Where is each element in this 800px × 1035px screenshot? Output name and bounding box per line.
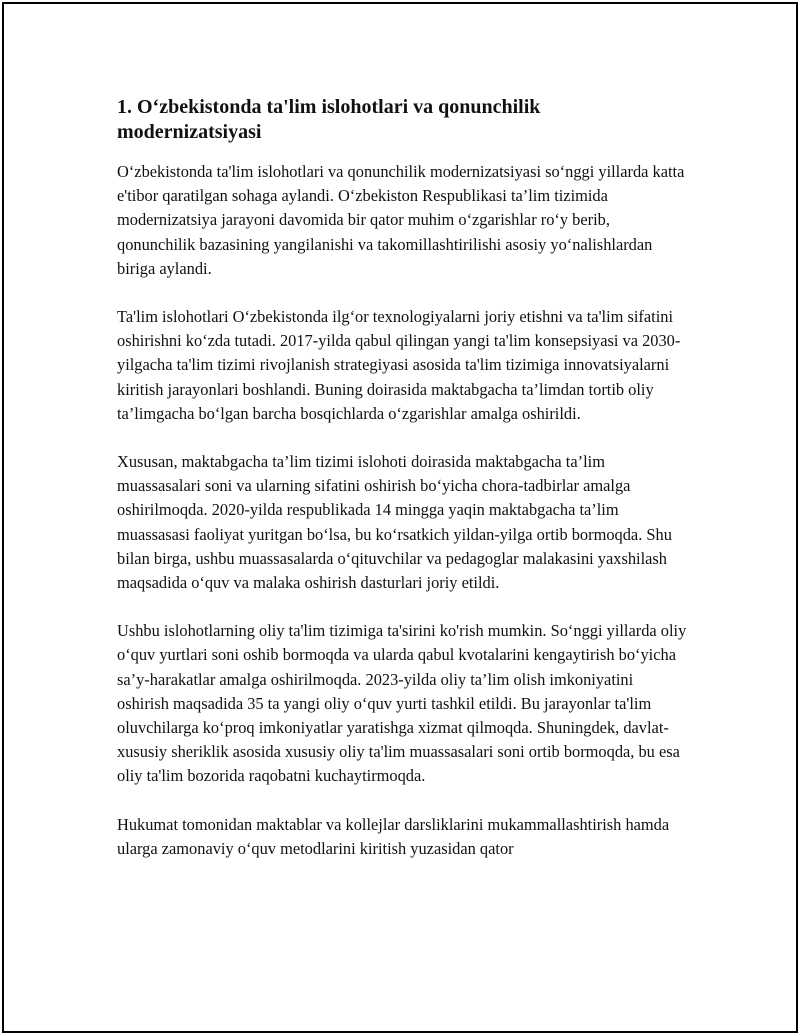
paragraph-4: Ushbu islohotlarning oliy ta'lim tizimiga ta'sirini ko'rish mumkin. So‘nggi yillarda oliy o‘quv yurtlari soni oshib bormoqda va ularda qabul kvotalarini kengaytirish bo‘yicha sa’y-harakatlar amalga oshirilmoqda. 2023-yilda oliy ta’lim olish imkoniyatini oshirish maqsadida 35 ta yangi oliy o‘quv yurti tashkil etildi. Bu jarayonlar ta'lim oluvchilarga ko‘proq imkoniyatlar yaratishga xizmat qilmoqda. Shuningdek, davlat-xususiy sheriklik asosida xususiy oliy ta'lim muassasalari soni ortib bormoqda, bu esa oliy ta'lim bozorida raqobatni kuchaytirmoqda. [117, 621, 687, 786]
paragraph-3: Xususan, maktabgacha ta’lim tizimi islohoti doirasida maktabgacha ta’lim muassasalari soni va ularning sifatini oshirish bo‘yicha chora-tadbirlar amalga oshirilmoqda. 2020-yilda respublikada 14 mingga yaqin maktabgacha ta’lim muassasasi faoliyat yuritgan bo‘lsa, bu ko‘rsatkich yildan-yilga ortib bormoqda. Shu bilan birga, ushbu muassasalarda o‘qituvchilar va pedagoglar malakasini yaxshilash maqsadida o‘quv va malaka oshirish dasturlari joriy etildi. [117, 452, 672, 593]
document-body [117, 95, 687, 885]
paragraph-2: Ta'lim islohotlari O‘zbekistonda ilg‘or texnologiyalarni joriy etishni va ta'lim sifatini oshirishni ko‘zda tutadi. 2017-yilda qabul qilingan yangi ta'lim konsepsiyasi va 2030-yilgacha ta'lim tizimi rivojlanish strategiyasi asosida ta'lim tizimiga innovatsiyalarni kiritish jarayonlari boshlandi. Buning doirasida maktabgacha ta’limdan tortib oliy ta’limgacha bo‘lgan barcha bosqichlarda o‘zgarishlar amalga oshirildi. [117, 307, 681, 423]
paragraph-5: Hukumat tomonidan maktablar va kollejlar darsliklarini mukammallashtirish hamda ularga zamonaviy o‘quv metodlarini kiritish yuzasidan qator [117, 814, 670, 858]
section-heading: 1. O‘zbekistonda ta'lim islohotlari va qonunchilik modernizatsiyasi [117, 96, 541, 143]
paragraph-1: O‘zbekistonda ta'lim islohotlari va qonunchilik modernizatsiyasi so‘nggi yillarda katta e'tibor qaratilgan sohaga aylandi. O‘zbekiston Respublikasi ta’lim tizimida modernizatsiya jarayoni davomida bir qator muhim o‘zgarishlar ro‘y berib, qonunchilik bazasining yangilanishi va takomillashtirilishi asosiy yo‘nalishlardan biriga aylandi. [117, 162, 685, 278]
